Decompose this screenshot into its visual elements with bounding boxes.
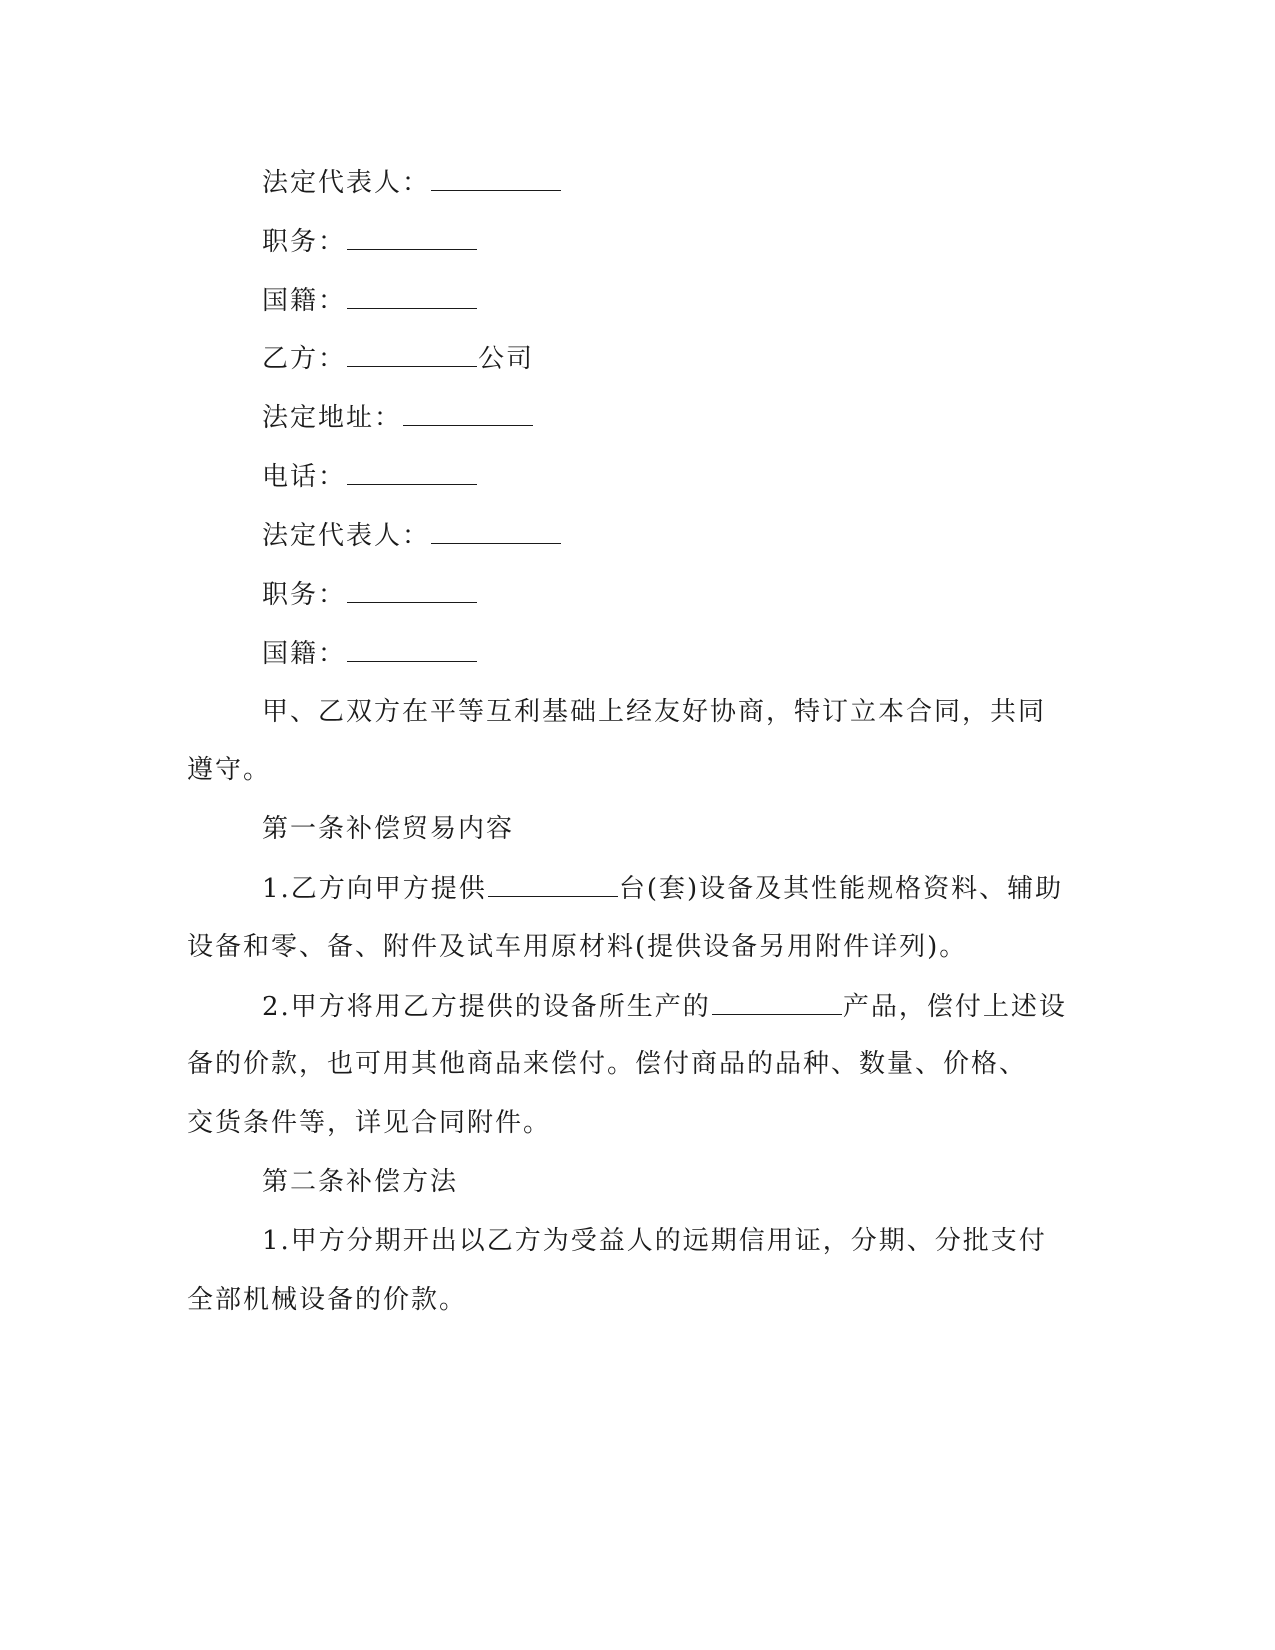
party-b-representative-blank — [431, 517, 561, 544]
preamble-line-1: 甲、乙双方在平等互利基础上经友好协商，特订立本合同，共同 — [262, 697, 1047, 727]
article-2-item-1-line-1: 1.甲方分期开出以乙方为受益人的远期信用证，分期、分批支付 — [262, 1226, 1047, 1256]
article-1-item-1-line-2: 设备和零、备、附件及试车用原材料(提供设备另用附件详列)。 — [187, 932, 968, 962]
party-b-address-blank — [403, 399, 533, 426]
party-b-name-blank — [347, 340, 477, 367]
party-b-nationality-blank — [347, 635, 477, 662]
party-b-address-line — [262, 399, 1162, 436]
preamble-line-2: 遵守。 — [187, 755, 272, 785]
party-a-representative-blank — [431, 164, 561, 191]
article-2-item-1-line-2: 全部机械设备的价款。 — [187, 1285, 468, 1315]
party-b-representative-label: 法定代表人： — [262, 521, 431, 551]
article-1-item-1-suffix: 台(套)设备及其性能规格资料、辅助 — [618, 874, 1064, 904]
party-a-representative-line — [262, 164, 1162, 201]
party-b-name-line — [262, 340, 1162, 377]
party-b-position-line — [262, 576, 1162, 613]
party-b-phone-blank — [347, 458, 477, 485]
party-b-position-blank — [347, 576, 477, 603]
party-b-phone-line — [262, 458, 1162, 495]
article-1-item-2-prefix: 2.甲方将用乙方提供的设备所生产的 — [262, 992, 711, 1022]
party-b-nationality-label: 国籍： — [262, 639, 347, 669]
article-1-item-2-line-2: 备的价款，也可用其他商品来偿付。偿付商品的品种、数量、价格、 — [187, 1049, 1028, 1079]
party-a-position-blank — [347, 223, 477, 250]
party-b-label: 乙方： — [262, 344, 347, 374]
article-1-item-2-suffix: 产品，偿付上述设 — [842, 992, 1067, 1022]
article-1-title: 第一条补偿贸易内容 — [262, 814, 515, 844]
article-1-item-1-prefix: 1.乙方向甲方提供 — [262, 874, 487, 904]
party-a-position-line — [262, 223, 1162, 260]
party-b-representative-line — [262, 517, 1162, 554]
product-name-blank — [712, 988, 842, 1015]
equipment-quantity-blank — [488, 870, 618, 897]
article-1-item-2-line-1 — [262, 988, 1162, 1025]
party-b-suffix: 公司 — [478, 344, 535, 374]
article-2-title: 第二条补偿方法 — [262, 1167, 459, 1197]
party-b-phone-label: 电话： — [262, 462, 347, 492]
party-b-address-label: 法定地址： — [262, 403, 403, 433]
article-1-item-2-line-3: 交货条件等，详见合同附件。 — [187, 1108, 552, 1138]
party-a-position-label: 职务： — [262, 227, 347, 257]
party-b-position-label: 职务： — [262, 580, 347, 610]
party-a-nationality-line — [262, 282, 1162, 319]
party-a-nationality-label: 国籍： — [262, 286, 347, 316]
party-b-nationality-line — [262, 635, 1162, 672]
article-1-item-1-line-1 — [262, 870, 1162, 907]
party-a-nationality-blank — [347, 282, 477, 309]
party-a-representative-label: 法定代表人： — [262, 168, 431, 198]
